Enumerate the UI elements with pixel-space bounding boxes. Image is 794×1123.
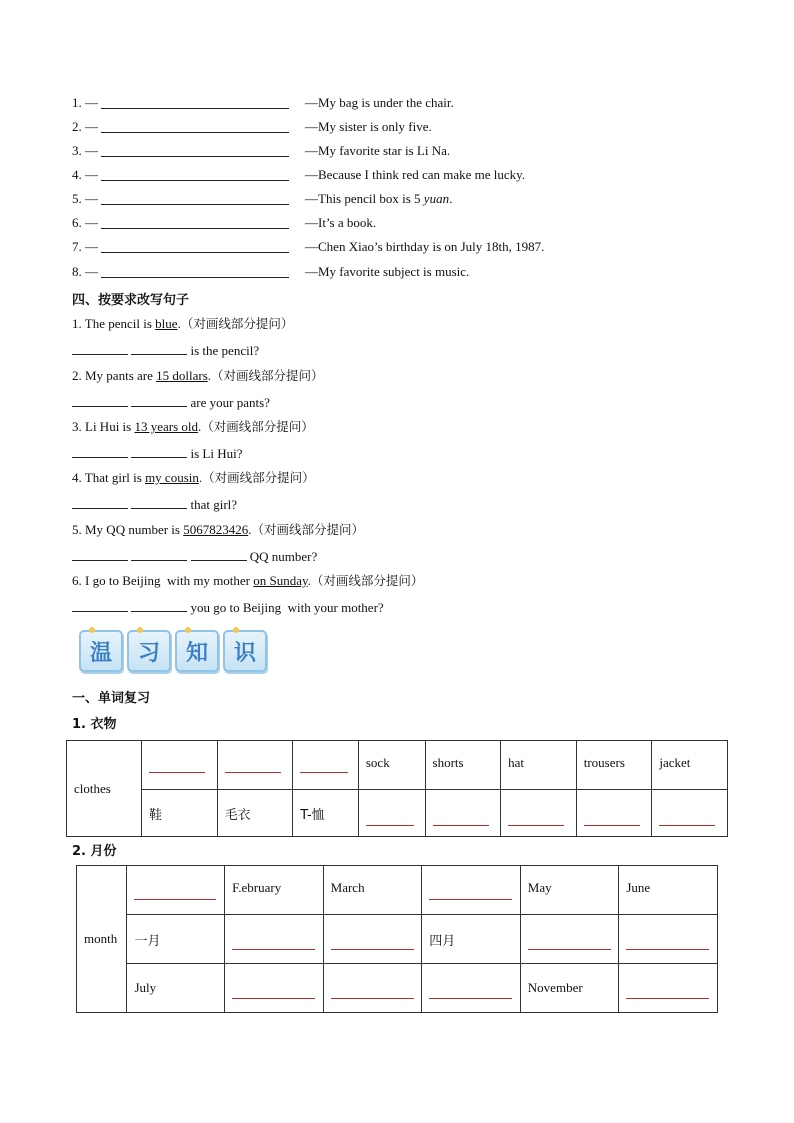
review-knowledge-banner: [79, 630, 267, 672]
answer-blank[interactable]: [191, 548, 247, 561]
blank-cell[interactable]: [323, 964, 422, 1013]
word-cell: May: [520, 866, 619, 915]
qa-number: 4. —: [72, 167, 98, 182]
blank-cell[interactable]: [501, 790, 577, 837]
word-cell: F.ebruary: [225, 866, 324, 915]
blank-cell[interactable]: [225, 915, 324, 964]
blank-cell[interactable]: [576, 790, 652, 837]
answer-blank[interactable]: [131, 599, 187, 612]
row-label: month: [77, 866, 127, 1013]
qa-response: —Chen Xiao’s birthday is on July 18th, 1987.: [305, 239, 545, 254]
blank-cell[interactable]: [141, 741, 217, 790]
word-cell: 鞋: [141, 790, 217, 837]
qa-number: 5. —: [72, 191, 98, 206]
word-cell: trousers: [576, 741, 652, 790]
qa-response: —This pencil box is 5 yuan.: [305, 191, 453, 206]
banner-tile: 温: [79, 630, 123, 672]
word-cell: 毛衣: [217, 790, 293, 837]
word-cell: T-恤: [293, 790, 359, 837]
qa-response: —Because I think red can make me lucky.: [305, 167, 526, 182]
rewrite-question: 3. Li Hui is 13 years old.（对画线部分提问）: [72, 419, 314, 434]
months-subtitle: 2. 月份: [72, 844, 117, 859]
blank-cell[interactable]: [520, 915, 619, 964]
word-cell: sock: [358, 741, 425, 790]
banner-tile: 识: [223, 630, 267, 672]
review-title: 一、单词复习: [72, 691, 151, 706]
blank-cell[interactable]: [619, 964, 718, 1013]
blank-cell[interactable]: [217, 741, 293, 790]
banner-tile: 习: [127, 630, 171, 672]
clothes-subtitle: 1. 衣物: [72, 717, 117, 732]
qa-answer-blank[interactable]: [101, 215, 289, 229]
clothes-table: [66, 740, 728, 837]
qa-response: —My favorite star is Li Na.: [305, 143, 451, 158]
answer-blank[interactable]: [72, 445, 128, 458]
answer-blank[interactable]: [72, 394, 128, 407]
qa-answer-blank[interactable]: [101, 167, 289, 181]
qa-response: —My bag is under the chair.: [305, 95, 454, 110]
qa-answer-blank[interactable]: [101, 95, 289, 109]
word-cell: March: [323, 866, 422, 915]
underlined-part: 5067823426: [183, 522, 249, 537]
rewrite-question: 5. My QQ number is 5067823426.（对画线部分提问）: [72, 522, 364, 537]
qa-answer-blank[interactable]: [101, 191, 289, 205]
word-cell: 四月: [422, 915, 521, 964]
blank-cell[interactable]: [225, 964, 324, 1013]
blank-cell[interactable]: [323, 915, 422, 964]
word-cell: shorts: [425, 741, 501, 790]
word-cell: July: [127, 964, 225, 1013]
blank-cell[interactable]: [652, 790, 728, 837]
qa-number: 8. —: [72, 264, 98, 279]
underlined-part: my cousin: [145, 470, 199, 485]
qa-response: —My favorite subject is music.: [305, 264, 470, 279]
rewrite-answer: QQ number?: [72, 548, 317, 565]
word-cell: June: [619, 866, 718, 915]
underlined-part: blue: [155, 316, 178, 331]
qa-number: 7. —: [72, 239, 98, 254]
answer-blank[interactable]: [72, 599, 128, 612]
answer-blank[interactable]: [131, 548, 187, 561]
months-table: [76, 865, 718, 1013]
rewrite-question: 1. The pencil is blue.（对画线部分提问）: [72, 316, 294, 331]
blank-cell[interactable]: [619, 915, 718, 964]
word-cell: November: [520, 964, 619, 1013]
rewrite-answer: you go to Beijing with your mother?: [72, 599, 384, 616]
rewrite-answer: that girl?: [72, 496, 237, 513]
blank-cell[interactable]: [425, 790, 501, 837]
qa-number: 3. —: [72, 143, 98, 158]
answer-blank[interactable]: [72, 548, 128, 561]
qa-answer-blank[interactable]: [101, 264, 289, 278]
underlined-part: on Sunday: [253, 573, 308, 588]
blank-cell[interactable]: [358, 790, 425, 837]
qa-number: 1. —: [72, 95, 98, 110]
rewrite-question: 6. I go to Beijing with my mother on Sunday.（对画线部分提问）: [72, 573, 424, 588]
rewrite-answer: are your pants?: [72, 394, 270, 411]
section-4-title: 四、按要求改写句子: [72, 293, 190, 308]
qa-response: —It’s a book.: [305, 215, 377, 230]
blank-cell[interactable]: [293, 741, 359, 790]
qa-number: 2. —: [72, 119, 98, 134]
rewrite-question: 4. That girl is my cousin.（对画线部分提问）: [72, 470, 315, 485]
blank-cell[interactable]: [422, 964, 521, 1013]
qa-answer-blank[interactable]: [101, 143, 289, 157]
blank-cell[interactable]: [422, 866, 521, 915]
answer-blank[interactable]: [131, 342, 187, 355]
word-cell: 一月: [127, 915, 225, 964]
word-cell: hat: [501, 741, 577, 790]
answer-blank[interactable]: [131, 394, 187, 407]
word-cell: jacket: [652, 741, 728, 790]
banner-tile: 知: [175, 630, 219, 672]
answer-blank[interactable]: [72, 342, 128, 355]
underlined-part: 13 years old: [134, 419, 199, 434]
rewrite-answer: is Li Hui?: [72, 445, 243, 462]
rewrite-answer: is the pencil?: [72, 342, 259, 359]
rewrite-question: 2. My pants are 15 dollars.（对画线部分提问）: [72, 368, 324, 383]
blank-cell[interactable]: [127, 866, 225, 915]
answer-blank[interactable]: [131, 445, 187, 458]
qa-response: —My sister is only five.: [305, 119, 432, 134]
qa-answer-blank[interactable]: [101, 239, 289, 253]
answer-blank[interactable]: [72, 496, 128, 509]
underlined-part: 15 dollars: [156, 368, 208, 383]
qa-answer-blank[interactable]: [101, 119, 289, 133]
row-label: clothes: [67, 741, 142, 837]
qa-number: 6. —: [72, 215, 98, 230]
answer-blank[interactable]: [131, 496, 187, 509]
